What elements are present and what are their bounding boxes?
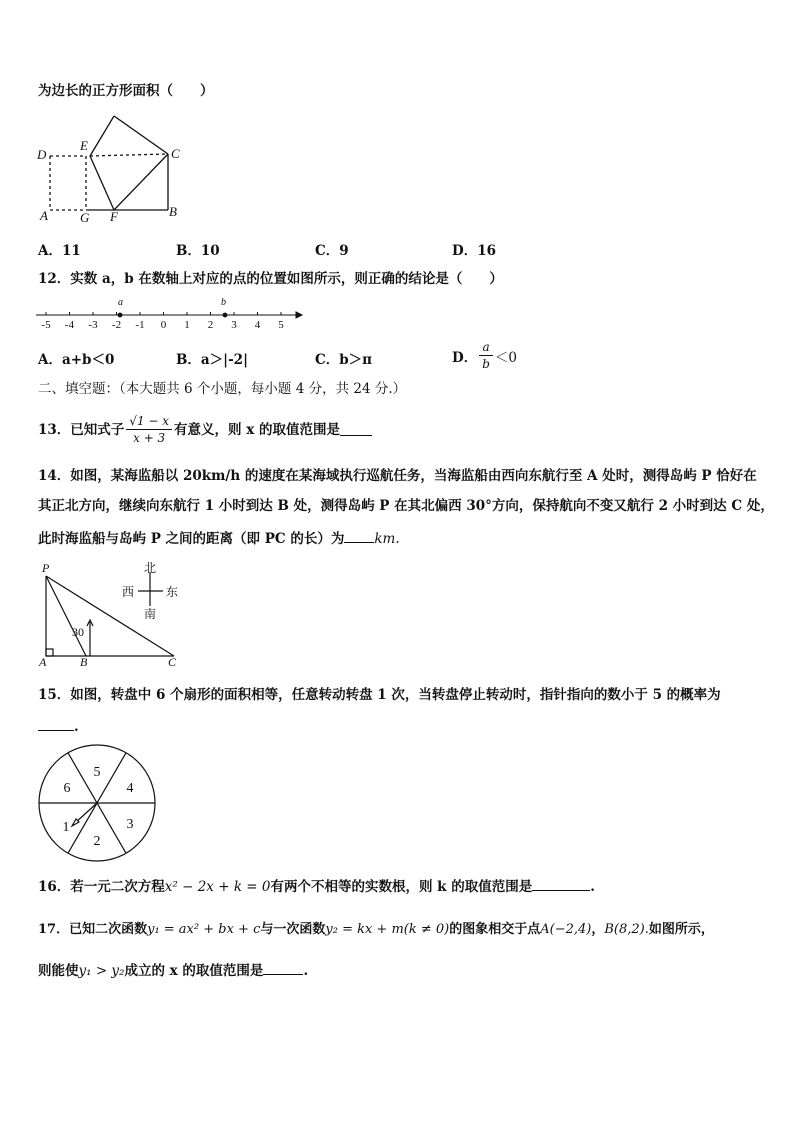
q12-tick-label: 1 [184,319,190,331]
q12-tick-label: -2 [111,319,122,331]
q15-spinner [36,742,158,864]
q17-answer-blank[interactable] [263,962,303,975]
q11-label-A: A [40,208,48,223]
q12-tick-label: 4 [254,319,261,331]
q14-label-A: A [39,655,47,669]
q15-sector-3: 3 [126,817,134,832]
q11-label-C: C [171,146,180,161]
q12-tick-label: 3 [231,319,237,331]
q14-line-2: 其正北方向，继续向东航行 1 小时到达 B 处，测得岛屿 P 在其北偏西 30°方向，保持航向不变又航行 2 小时到达 C 处， [38,498,774,514]
q15-line-1: 15．如图，转盘中 6 个扇形的面积相等，任意转动转盘 1 次，当转盘停止转动时，指针指向的数小于 5 的概率为 [38,687,721,703]
q14-compass-north: 北 [144,561,157,575]
q11-option-c: C．9 [315,243,349,259]
q14-compass-west: 西 [122,585,135,599]
q16-answer-blank[interactable] [532,878,590,891]
q11-label-F: F [110,209,118,224]
q12-label-b: b [221,297,226,308]
q17-line-2: 则能使y₁ > y₂成立的 x 的取值范围是 . [38,963,309,979]
q12-tick-label: -3 [88,319,98,331]
q16-stem: 16．若一元二次方程x² − 2x + k = 0有两个不相等的实数根，则 k 的取值范围是 . [38,879,595,895]
q12-option-b: B．a＞|-2| [176,352,248,368]
q12-tick-label: 2 [207,319,214,331]
q17-line-1: 17．已知二次函数y₁ = ax² + bx + c与一次函数y₂ = kx + m(k ≠ 0)的图象相交于点A(−2,4)，B(8,2).如图所示， [38,922,714,937]
q12-tick-label: 5 [278,319,284,331]
q13-answer-blank[interactable] [340,423,372,436]
q11-label-D: D [37,147,47,162]
q15-line-2: . [38,718,79,736]
q15-sector-5: 5 [93,765,101,780]
section-fill-in-heading: 二、填空题：（本大题共 6 个小题，每小题 4 分，共 24 分.） [38,381,407,397]
q12-point-b [223,313,228,318]
q14-line-1: 14．如图，某海监船以 20km/h 的速度在某海域执行巡航任务，当海监船由西向东航行至 A 处时，测得岛屿 P 恰好在 [38,468,757,484]
q14-label-B: B [80,655,88,669]
q12-option-d: D． $\frac{a}{b}$ ＜0 [452,340,517,371]
q14-answer-blank[interactable] [344,530,374,543]
q11-option-d: D．16 [452,243,496,259]
q13-stem: 13．已知式子 $\frac{√1 - x}{x + 3}$ 有意义，则 x 的取值范围是 [38,413,372,446]
q12-tick-label: -4 [64,319,75,331]
q12-tick-label: -5 [41,319,51,331]
q14-compass-south: 南 [144,607,157,621]
q15-sector-1: 1 [62,820,70,835]
q11-option-a: A．11 [38,243,81,259]
q12-number-line [34,293,304,333]
q15-answer-blank[interactable] [38,718,74,731]
q15-sector-2: 2 [93,834,101,849]
q12-option-a: A．a+b＜0 [38,352,115,368]
q14-label-P: P [42,561,50,575]
q12-tick-label: -1 [135,319,145,331]
q12-stem: 12．实数 a，b 在数轴上对应的点的位置如图所示，则正确的结论是（ ） [38,271,503,287]
q12-label-a: a [118,297,123,308]
q11-option-b: B．10 [176,243,220,259]
q12-tick-label: 0 [160,319,167,331]
q11-figure [34,108,194,226]
q12-point-a [118,313,123,318]
q12-option-c: C．b＞π [315,352,373,368]
q14-label-angle: 30 [72,625,84,639]
q11-label-G: G [80,210,90,225]
q11-stem-tail: 为边长的正方形面积（ ） [38,83,214,99]
q15-sector-4: 4 [126,781,134,796]
q11-label-E: E [80,138,88,153]
q14-label-C: C [168,655,177,669]
q14-line-3: 此时海监船与岛屿 P 之间的距离（即 PC 的长）为 km. [38,531,400,547]
q15-sector-6: 6 [63,781,71,796]
q11-label-B: B [169,204,177,219]
q14-compass-east: 东 [166,585,179,599]
q14-figure [36,560,196,670]
